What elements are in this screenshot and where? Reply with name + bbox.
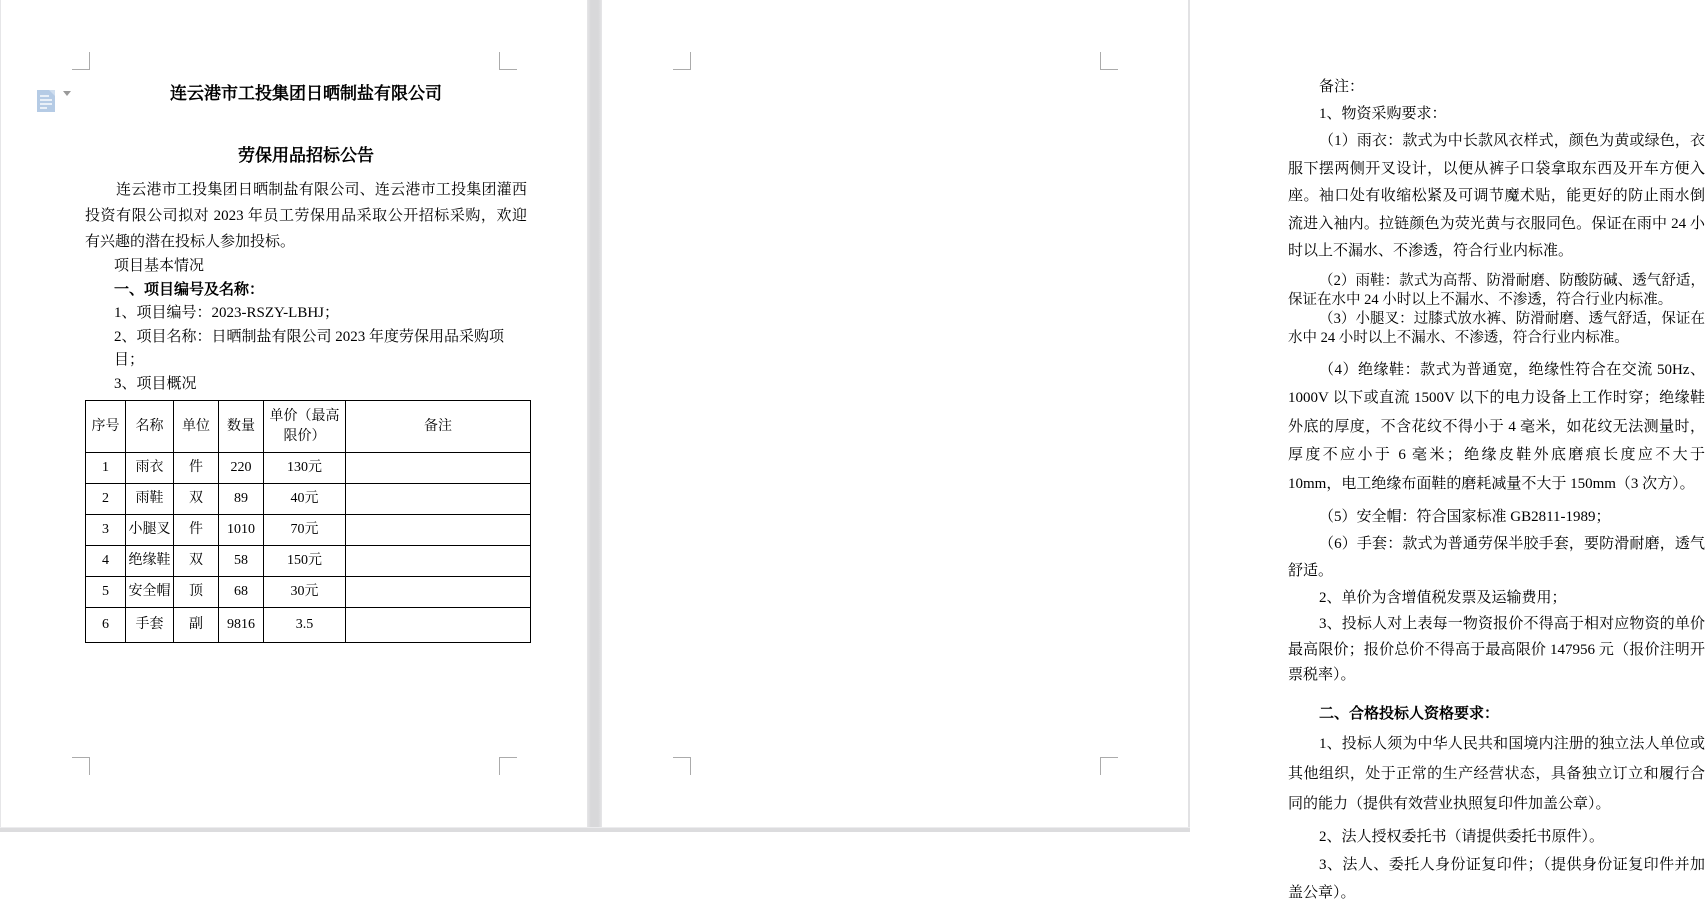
page2-text-area — [1288, 70, 1705, 907]
document-subtitle: 劳保用品招标公告 — [238, 146, 374, 165]
qualification-item-2: 2、法人授权委托书（请提供委托书原件）。 — [1319, 828, 1605, 845]
intro-paragraph: 连云港市工投集团日晒制盐有限公司、连云港市工投集团灌西投资有限公司拟对 2023 年员工劳保用品采取公开招标采购，欢迎有兴趣的潜在投标人参加投标。 — [85, 182, 527, 250]
crop-mark-icon — [499, 757, 517, 775]
spec-gloves: （6）手套：款式为普通劳保半胶手套，要防滑耐磨，透气舒适。 — [1288, 536, 1705, 579]
document-title: 连云港市工投集团日晒制盐有限公司 — [170, 84, 442, 103]
page1-text-area — [85, 70, 527, 643]
document-page-1[interactable] — [0, 0, 587, 827]
price-limit-note: 3、投标人对上表每一物资报价不得高于相对应物资的单价最高限价；报价总价不得高于最高限价 147956 元（报价注明开票税率）。 — [1288, 616, 1705, 683]
cell-name: 雨鞋 — [126, 484, 174, 515]
section-status-line: 项目基本情况 — [114, 258, 205, 274]
table-row — [86, 608, 531, 643]
cell-name: 手套 — [126, 608, 174, 643]
paste-options-button[interactable] — [36, 88, 78, 116]
cell-name: 小腿叉 — [126, 515, 174, 546]
spec-insulated-shoes: （4）绝缘鞋：款式为普通宽，绝缘性符合在交流 50Hz、1000V 以下或直流 1500V 以下的电力设备上工作时穿；绝缘鞋外底的厚度，不含花纹不得小于 4 毫米，如花纹无法测量时，厚度不应小于 6 毫米；绝缘皮鞋外底磨痕长度应不大于 10mm，电工绝缘布面鞋的磨耗减量不大于 150mm（3 次方）。 — [1288, 361, 1705, 492]
cell-remark — [346, 484, 531, 515]
crop-mark-icon — [72, 52, 90, 70]
table-row — [86, 484, 531, 515]
cell-name: 雨衣 — [126, 453, 174, 484]
spec-rainboots: （2）雨鞋：款式为高帮、防滑耐磨、防酸防碱、透气舒适，保证在水中 24 小时以上不漏水、不渗透，符合行业内标准。 — [1288, 272, 1705, 308]
window-bottom-edge — [0, 827, 1190, 832]
project-number-line: 1、项目编号：2023-RSZY-LBHJ； — [114, 305, 340, 321]
cell-seq: 3 — [86, 515, 126, 546]
table-row — [86, 453, 531, 484]
procurement-requirements-heading: 1、物资采购要求： — [1319, 106, 1447, 122]
crop-mark-icon — [1100, 52, 1118, 70]
document-page-2[interactable] — [602, 0, 1705, 901]
col-header-qty: 数量 — [219, 401, 264, 453]
cell-remark — [346, 577, 531, 608]
cell-seq: 4 — [86, 546, 126, 577]
qualification-item-1: 1、投标人须为中华人民共和国境内注册的独立法人单位或其他组织，处于正常的生产经营状态，具备独立订立和履行合同的能力（提供有效营业执照复印件加盖公章）。 — [1288, 735, 1705, 812]
col-header-name: 名称 — [126, 401, 174, 453]
cell-qty: 220 — [219, 453, 264, 484]
cell-price: 3.5 — [264, 608, 346, 643]
cell-remark — [346, 546, 531, 577]
cell-seq: 2 — [86, 484, 126, 515]
col-header-unit: 单位 — [174, 401, 219, 453]
cell-unit: 副 — [174, 608, 219, 643]
cell-seq: 1 — [86, 453, 126, 484]
spec-raincoat: （1）雨衣：款式为中长款风衣样式，颜色为黄或绿色，衣服下摆两侧开叉设计，以便从裤子口袋拿取东西及开车方便入座。袖口处有收缩松紧及可调节魔术贴，能更好的防止雨水倒流进入袖内。拉链颜色为荧光黄与衣服同色。保证在雨中 24 小时以上不漏水、不渗透，符合行业内标准。 — [1288, 133, 1705, 259]
cell-seq: 5 — [86, 577, 126, 608]
col-header-seq: 序号 — [86, 401, 126, 453]
cell-price: 130元 — [264, 453, 346, 484]
table-row — [86, 577, 531, 608]
cell-unit: 顶 — [174, 577, 219, 608]
cell-unit: 件 — [174, 453, 219, 484]
cell-price: 30元 — [264, 577, 346, 608]
cell-qty: 68 — [219, 577, 264, 608]
crop-mark-icon — [673, 757, 691, 775]
crop-mark-icon — [499, 52, 517, 70]
cell-remark — [346, 515, 531, 546]
cell-unit: 双 — [174, 546, 219, 577]
crop-mark-icon — [1100, 757, 1118, 775]
cell-name: 绝缘鞋 — [126, 546, 174, 577]
price-includes-tax-note: 2、单价为含增值税发票及运输费用； — [1319, 590, 1567, 606]
cell-name: 安全帽 — [126, 577, 174, 608]
window-right-edge — [1188, 0, 1190, 827]
table-row — [86, 546, 531, 577]
page-gutter — [587, 0, 602, 827]
table-header-row — [86, 401, 531, 453]
qualification-item-3: 3、法人、委托人身份证复印件；（提供身份证复印件并加盖公章）。 — [1288, 856, 1705, 901]
col-header-remark: 备注 — [346, 401, 531, 453]
cell-price: 150元 — [264, 546, 346, 577]
project-name-line: 2、项目名称：日晒制盐有限公司 2023 年度劳保用品采购项目； — [114, 328, 505, 368]
col-header-price: 单价（最高限价） — [264, 401, 346, 453]
heading-project-number-name: 一、项目编号及名称： — [114, 281, 265, 298]
bidder-qualification-heading: 二、合格投标人资格要求： — [1319, 705, 1500, 722]
crop-mark-icon — [72, 757, 90, 775]
project-overview-line: 3、项目概况 — [114, 375, 197, 392]
cell-remark — [346, 608, 531, 643]
table-row — [86, 515, 531, 546]
remarks-heading: 备注： — [1319, 79, 1365, 95]
cell-price: 40元 — [264, 484, 346, 515]
cell-qty: 9816 — [219, 608, 264, 643]
crop-mark-icon — [673, 52, 691, 70]
cell-qty: 58 — [219, 546, 264, 577]
chevron-down-icon — [63, 96, 74, 114]
cell-remark — [346, 453, 531, 484]
cell-qty: 89 — [219, 484, 264, 515]
cell-qty: 1010 — [219, 515, 264, 546]
cell-unit: 件 — [174, 515, 219, 546]
cell-seq: 6 — [86, 608, 126, 643]
cell-unit: 双 — [174, 484, 219, 515]
goods-spec-table — [85, 400, 531, 643]
spec-safety-helmet: （5）安全帽：符合国家标准 GB2811-1989； — [1319, 509, 1611, 525]
cell-price: 70元 — [264, 515, 346, 546]
spec-wading-pants: （3）小腿叉：过膝式放水裤、防滑耐磨、透气舒适，保证在水中 24 小时以上不漏水、不渗透，符合行业内标准。 — [1288, 310, 1705, 346]
